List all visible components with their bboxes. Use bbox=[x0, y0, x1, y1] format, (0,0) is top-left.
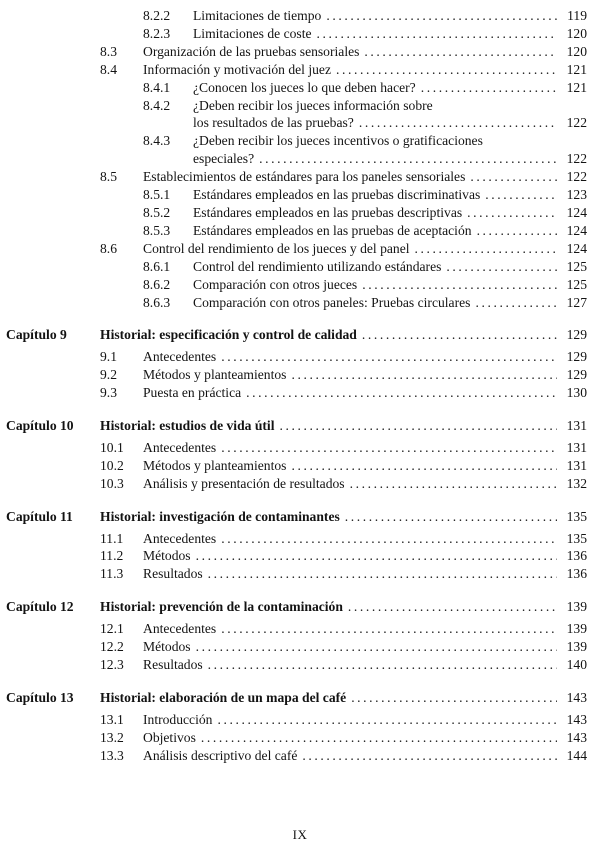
entry-title: Limitaciones de coste bbox=[193, 25, 312, 41]
entry-title: ¿Deben recibir los jueces información sobre bbox=[193, 97, 433, 113]
entry-title: los resultados de las pruebas? bbox=[193, 115, 354, 131]
dot-leader bbox=[317, 25, 557, 43]
toc-entry bbox=[6, 25, 587, 43]
entry-line bbox=[143, 439, 587, 457]
entry-page-number: 129 bbox=[566, 327, 587, 343]
toc-entry bbox=[6, 326, 587, 344]
entry-title-block bbox=[143, 43, 587, 61]
toc-entry bbox=[6, 729, 587, 747]
entry-number: 10.2 bbox=[100, 457, 124, 473]
entry-line bbox=[143, 240, 587, 258]
toc-entry bbox=[6, 417, 587, 435]
toc-entry bbox=[6, 294, 587, 312]
entry-line bbox=[143, 747, 587, 765]
dot-leader bbox=[359, 114, 557, 132]
chapter-label: Capítulo 9 bbox=[6, 327, 67, 343]
dot-leader bbox=[364, 43, 557, 61]
entry-title: Resultados bbox=[143, 566, 203, 582]
toc-entry bbox=[6, 711, 587, 729]
dot-leader bbox=[336, 61, 557, 79]
dot-leader bbox=[485, 186, 557, 204]
entry-number: 8.4.3 bbox=[143, 133, 171, 149]
dot-leader bbox=[302, 747, 557, 765]
dot-leader bbox=[259, 150, 557, 168]
entry-page-number: 124 bbox=[566, 240, 587, 256]
entry-title-block bbox=[193, 258, 587, 276]
entry-number: 11.3 bbox=[100, 566, 124, 582]
entry-page-number: 135 bbox=[566, 530, 587, 546]
entry-title: Análisis descriptivo del café bbox=[143, 747, 298, 763]
chapter-label: Capítulo 10 bbox=[6, 418, 74, 434]
entry-page-number: 143 bbox=[566, 711, 587, 727]
entry-page-number: 136 bbox=[566, 548, 587, 564]
entry-page-number: 125 bbox=[566, 258, 587, 274]
entry-title: Métodos y planteamientos bbox=[143, 367, 287, 383]
toc-entry bbox=[6, 475, 587, 493]
dot-leader bbox=[291, 366, 557, 384]
entry-line bbox=[193, 294, 587, 312]
entry-number: 8.5.3 bbox=[143, 222, 171, 238]
entry-line bbox=[143, 475, 587, 493]
entry-line bbox=[100, 598, 587, 616]
dot-leader bbox=[421, 79, 557, 97]
dot-leader bbox=[362, 326, 557, 344]
entry-title-block bbox=[193, 25, 587, 43]
entry-page-number: 120 bbox=[566, 43, 587, 59]
entry-page-number: 139 bbox=[566, 621, 587, 637]
dot-leader bbox=[351, 689, 557, 707]
entry-title: Limitaciones de tiempo bbox=[193, 8, 322, 23]
entry-title-block bbox=[143, 729, 587, 747]
entry-line bbox=[193, 25, 587, 43]
entry-number: 8.2.3 bbox=[143, 25, 171, 41]
entry-number: 9.3 bbox=[100, 385, 117, 401]
entry-title: Métodos bbox=[143, 639, 191, 655]
dot-leader bbox=[279, 417, 557, 435]
entry-line bbox=[193, 132, 587, 150]
toc-entry bbox=[6, 598, 587, 616]
entry-title-block bbox=[193, 79, 587, 97]
entry-line bbox=[143, 547, 587, 565]
toc-entry bbox=[6, 638, 587, 656]
chapter-label: Capítulo 11 bbox=[6, 508, 73, 524]
entry-line bbox=[143, 43, 587, 61]
dot-leader bbox=[345, 508, 557, 526]
entry-line bbox=[193, 114, 587, 132]
entry-title-block bbox=[143, 656, 587, 674]
entry-number: 8.6.3 bbox=[143, 294, 171, 310]
toc-entry bbox=[6, 689, 587, 707]
entry-title: Resultados bbox=[143, 657, 203, 672]
entry-title: ¿Deben recibir los jueces incentivos o gratificaciones bbox=[193, 133, 483, 149]
entry-number: 9.2 bbox=[100, 367, 117, 383]
footer-page-number: IX bbox=[292, 827, 308, 842]
toc-entry bbox=[6, 79, 587, 97]
entry-number: 11.1 bbox=[100, 530, 124, 546]
entry-title-block bbox=[100, 326, 587, 344]
dot-leader bbox=[350, 475, 557, 493]
entry-number: 12.2 bbox=[100, 639, 124, 655]
entry-page-number: 124 bbox=[566, 222, 587, 238]
entry-page-number: 125 bbox=[566, 276, 587, 292]
entry-page-number: 140 bbox=[566, 657, 587, 672]
entry-number: 9.1 bbox=[100, 349, 117, 365]
entry-title: Historial: especificación y control de calidad bbox=[100, 327, 357, 343]
entry-number: 10.1 bbox=[100, 439, 124, 455]
entry-number: 13.3 bbox=[100, 747, 124, 763]
dot-leader bbox=[208, 656, 557, 674]
entry-page-number: 127 bbox=[566, 294, 587, 310]
dot-leader bbox=[326, 7, 557, 25]
entry-title-block bbox=[143, 240, 587, 258]
entry-title: Métodos y planteamientos bbox=[143, 457, 287, 473]
entry-number: 8.6.1 bbox=[143, 258, 171, 274]
entry-title-block bbox=[143, 565, 587, 583]
toc-entry bbox=[6, 366, 587, 384]
toc-entry bbox=[6, 747, 587, 765]
entry-page-number: 135 bbox=[566, 508, 587, 524]
entry-line bbox=[143, 729, 587, 747]
dot-leader bbox=[221, 530, 557, 548]
entry-title: Análisis y presentación de resultados bbox=[143, 475, 345, 491]
entry-line bbox=[143, 656, 587, 674]
entry-line bbox=[143, 711, 587, 729]
entry-line bbox=[143, 61, 587, 79]
entry-page-number: 119 bbox=[567, 8, 587, 23]
dot-leader bbox=[291, 457, 557, 475]
entry-number: 8.4 bbox=[100, 61, 117, 77]
entry-title-block bbox=[143, 61, 587, 79]
entry-line bbox=[193, 7, 587, 25]
entry-title-block bbox=[100, 508, 587, 526]
entry-line bbox=[143, 457, 587, 475]
entry-title-block bbox=[143, 168, 587, 186]
entry-page-number: 136 bbox=[566, 566, 587, 582]
entry-title-block bbox=[143, 711, 587, 729]
entry-title-block bbox=[143, 366, 587, 384]
toc-entry bbox=[6, 565, 587, 583]
entry-title: Comparación con otros jueces bbox=[193, 276, 358, 292]
entry-title-block bbox=[143, 547, 587, 565]
entry-line bbox=[193, 150, 587, 168]
entry-title-block bbox=[193, 7, 587, 25]
entry-title-block bbox=[193, 132, 587, 168]
entry-title-block bbox=[143, 620, 587, 638]
toc-list bbox=[6, 7, 587, 765]
entry-line bbox=[193, 186, 587, 204]
entry-line bbox=[143, 565, 587, 583]
entry-title-block bbox=[143, 475, 587, 493]
toc-entry bbox=[6, 168, 587, 186]
entry-line bbox=[143, 620, 587, 638]
entry-line bbox=[143, 530, 587, 548]
dot-leader bbox=[475, 294, 557, 312]
entry-number: 8.4.1 bbox=[143, 79, 171, 95]
entry-title-block bbox=[143, 530, 587, 548]
entry-number: 11.2 bbox=[100, 548, 124, 564]
toc-entry bbox=[6, 384, 587, 402]
entry-title: Antecedentes bbox=[143, 349, 217, 365]
entry-page-number: 123 bbox=[566, 187, 587, 203]
entry-line bbox=[143, 168, 587, 186]
toc-entry bbox=[6, 186, 587, 204]
entry-number: 8.6 bbox=[100, 240, 117, 256]
entry-page-number: 122 bbox=[566, 115, 587, 131]
entry-page-number: 121 bbox=[566, 61, 587, 77]
entry-title: Introducción bbox=[143, 711, 213, 727]
entry-title-block bbox=[193, 97, 587, 133]
toc-entry bbox=[6, 547, 587, 565]
entry-number: 8.5.1 bbox=[143, 187, 171, 203]
entry-page-number: 131 bbox=[566, 418, 587, 434]
entry-number: 8.5.2 bbox=[143, 204, 171, 220]
entry-line bbox=[100, 417, 587, 435]
dot-leader bbox=[348, 598, 557, 616]
dot-leader bbox=[446, 258, 557, 276]
entry-title: Estándares empleados en las pruebas de aceptación bbox=[193, 222, 472, 238]
entry-number: 12.3 bbox=[100, 657, 124, 672]
dot-leader bbox=[196, 638, 557, 656]
entry-page-number: 131 bbox=[566, 457, 587, 473]
entry-line bbox=[143, 384, 587, 402]
entry-line bbox=[193, 97, 587, 115]
toc-entry bbox=[6, 439, 587, 457]
entry-number: 10.3 bbox=[100, 475, 124, 491]
toc-entry bbox=[6, 276, 587, 294]
dot-leader bbox=[221, 439, 557, 457]
entry-page-number: 129 bbox=[566, 349, 587, 365]
toc-entry bbox=[6, 7, 587, 25]
entry-title: Antecedentes bbox=[143, 530, 217, 546]
toc-entry bbox=[6, 222, 587, 240]
entry-page-number: 122 bbox=[566, 169, 587, 185]
entry-number: 8.3 bbox=[100, 43, 117, 59]
entry-number: 13.1 bbox=[100, 711, 124, 727]
toc-entry bbox=[6, 240, 587, 258]
entry-line bbox=[143, 348, 587, 366]
toc-entry bbox=[6, 132, 587, 168]
chapter-label: Capítulo 13 bbox=[6, 689, 74, 705]
toc-entry bbox=[6, 43, 587, 61]
entry-page-number: 144 bbox=[566, 747, 587, 763]
entry-title: Establecimientos de estándares para los paneles sensoriales bbox=[143, 169, 466, 185]
entry-line bbox=[143, 366, 587, 384]
entry-title: Comparación con otros paneles: Pruebas circulares bbox=[193, 294, 471, 310]
entry-page-number: 130 bbox=[566, 385, 587, 401]
entry-page-number: 121 bbox=[566, 79, 587, 95]
entry-number: 13.2 bbox=[100, 729, 124, 745]
entry-number: 8.2.2 bbox=[143, 8, 171, 23]
dot-leader bbox=[467, 204, 557, 222]
entry-page-number: 122 bbox=[566, 151, 587, 167]
dot-leader bbox=[217, 711, 557, 729]
entry-page-number: 139 bbox=[566, 599, 587, 615]
entry-title: Antecedentes bbox=[143, 439, 217, 455]
dot-leader bbox=[415, 240, 557, 258]
entry-title: Historial: elaboración de un mapa del café bbox=[100, 689, 347, 705]
entry-title: Objetivos bbox=[143, 729, 196, 745]
entry-title: Organización de las pruebas sensoriales bbox=[143, 43, 360, 59]
entry-page-number: 131 bbox=[566, 439, 587, 455]
dot-leader bbox=[208, 565, 557, 583]
entry-title: Control del rendimiento utilizando estándares bbox=[193, 258, 442, 274]
entry-page-number: 124 bbox=[566, 204, 587, 220]
entry-title: Historial: estudios de vida útil bbox=[100, 418, 275, 434]
entry-number: 8.6.2 bbox=[143, 276, 171, 292]
chapter-label: Capítulo 12 bbox=[6, 599, 74, 615]
entry-line bbox=[193, 204, 587, 222]
entry-title: Historial: investigación de contaminantes bbox=[100, 508, 340, 524]
entry-line bbox=[193, 222, 587, 240]
entry-title-block bbox=[143, 457, 587, 475]
entry-line bbox=[193, 258, 587, 276]
entry-page-number: 143 bbox=[566, 729, 587, 745]
entry-line bbox=[100, 326, 587, 344]
toc-entry bbox=[6, 508, 587, 526]
entry-line bbox=[193, 79, 587, 97]
entry-line bbox=[100, 508, 587, 526]
entry-title-block bbox=[143, 348, 587, 366]
entry-title-block bbox=[143, 747, 587, 765]
entry-title-block bbox=[100, 598, 587, 616]
toc-entry bbox=[6, 530, 587, 548]
toc-entry bbox=[6, 457, 587, 475]
entry-title-block bbox=[143, 384, 587, 402]
entry-title-block bbox=[193, 276, 587, 294]
entry-number: 12.1 bbox=[100, 621, 124, 637]
entry-title-block bbox=[193, 294, 587, 312]
entry-title: Control del rendimiento de los jueces y del panel bbox=[143, 240, 410, 256]
entry-title-block bbox=[193, 204, 587, 222]
dot-leader bbox=[221, 620, 557, 638]
entry-number: 8.4.2 bbox=[143, 97, 171, 113]
toc-entry bbox=[6, 258, 587, 276]
entry-title: Información y motivación del juez bbox=[143, 61, 331, 77]
entry-title-block bbox=[193, 186, 587, 204]
dot-leader bbox=[477, 222, 557, 240]
entry-line bbox=[193, 276, 587, 294]
entry-line bbox=[100, 689, 587, 707]
toc-entry bbox=[6, 656, 587, 674]
entry-title: Estándares empleados en las pruebas discriminativas bbox=[193, 187, 481, 203]
entry-title: Puesta en práctica bbox=[143, 385, 242, 401]
entry-title: especiales? bbox=[193, 151, 255, 167]
entry-title-block bbox=[193, 222, 587, 240]
toc-entry bbox=[6, 61, 587, 79]
entry-title-block bbox=[143, 638, 587, 656]
entry-title-block bbox=[100, 417, 587, 435]
entry-page-number: 139 bbox=[566, 639, 587, 655]
toc-entry bbox=[6, 348, 587, 366]
entry-page-number: 132 bbox=[566, 475, 587, 491]
entry-title: Historial: prevención de la contaminación bbox=[100, 599, 343, 615]
entry-line bbox=[143, 638, 587, 656]
dot-leader bbox=[362, 276, 557, 294]
dot-leader bbox=[470, 168, 557, 186]
entry-title: Métodos bbox=[143, 548, 191, 564]
dot-leader bbox=[221, 348, 557, 366]
entry-title-block bbox=[100, 689, 587, 707]
entry-title: Antecedentes bbox=[143, 621, 217, 637]
entry-page-number: 120 bbox=[566, 25, 587, 41]
dot-leader bbox=[246, 384, 557, 402]
entry-page-number: 129 bbox=[566, 367, 587, 383]
entry-title: ¿Conocen los jueces lo que deben hacer? bbox=[193, 79, 416, 95]
toc-entry bbox=[6, 620, 587, 638]
dot-leader bbox=[201, 729, 557, 747]
dot-leader bbox=[196, 547, 557, 565]
entry-title-block bbox=[143, 439, 587, 457]
toc-entry bbox=[6, 204, 587, 222]
entry-number: 8.5 bbox=[100, 169, 117, 185]
entry-page-number: 143 bbox=[566, 689, 587, 705]
toc-entry bbox=[6, 97, 587, 133]
entry-title: Estándares empleados en las pruebas descriptivas bbox=[193, 204, 463, 220]
